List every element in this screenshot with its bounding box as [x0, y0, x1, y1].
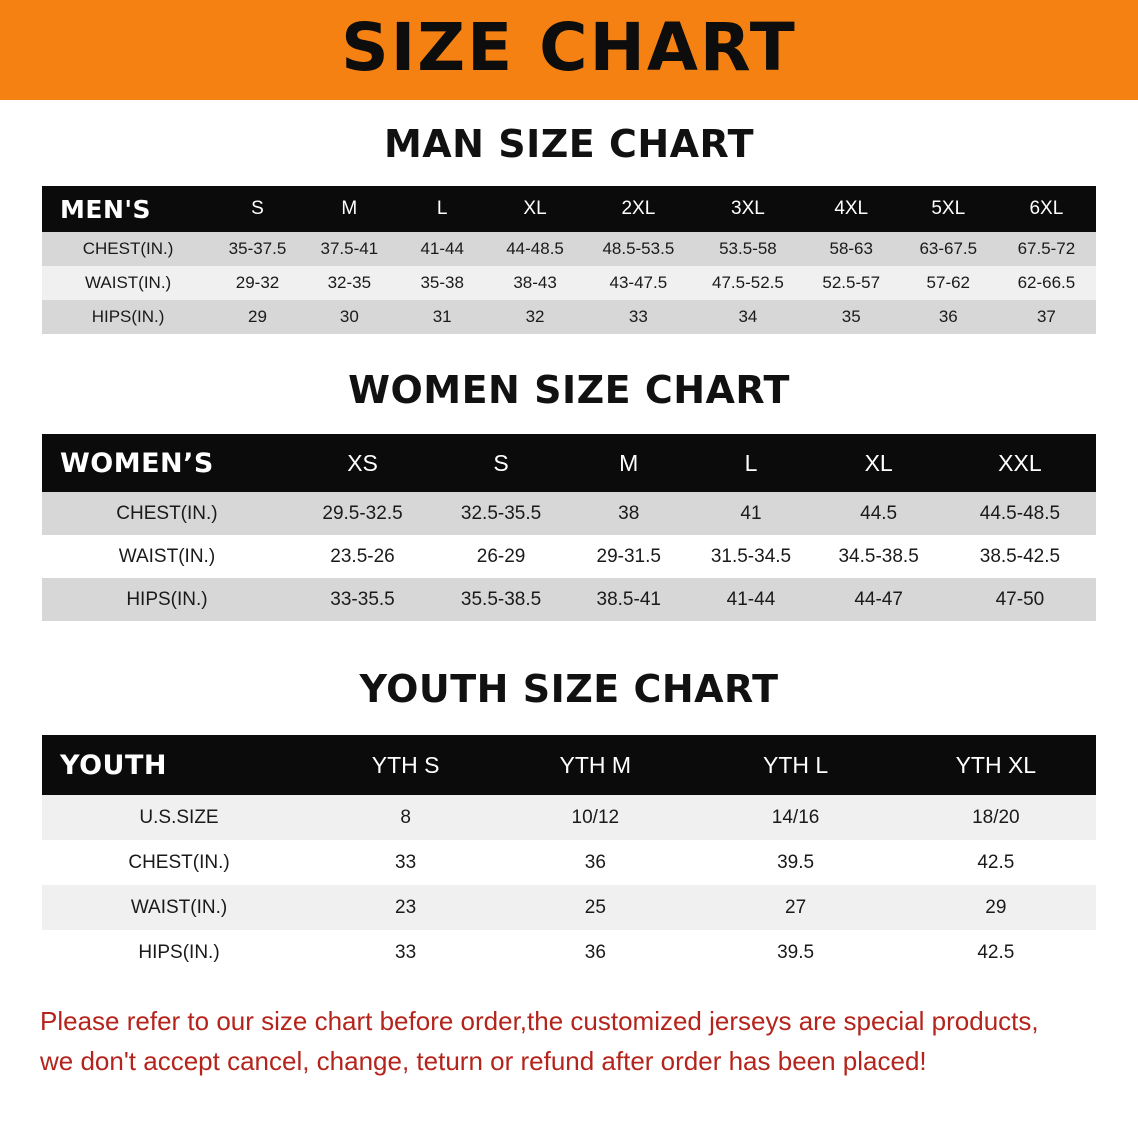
women-row-1-val-2: 29-31.5	[569, 535, 689, 578]
man-row-2-val-3: 32	[487, 300, 584, 334]
man-row-1-val-3: 38-43	[487, 266, 584, 300]
table-row	[42, 492, 1096, 535]
man-section-title: MAN SIZE CHART	[383, 122, 755, 166]
man-row-0-val-8: 67.5-72	[997, 232, 1096, 266]
women-row-1-label: WAIST(IN.)	[42, 535, 292, 578]
table-row	[42, 300, 1096, 334]
women-row-2-val-4: 44-47	[813, 578, 943, 621]
man-row-0-val-3: 44-48.5	[487, 232, 584, 266]
man-row-0-val-0: 35-37.5	[214, 232, 301, 266]
women-row-0-label: CHEST(IN.)	[42, 492, 292, 535]
youth-row-0-val-0: 8	[316, 795, 495, 840]
youth-row-3-val-1: 36	[495, 930, 695, 975]
women-row-2-val-5: 47-50	[944, 578, 1096, 621]
man-row-0-val-4: 48.5-53.5	[584, 232, 694, 266]
youth-table-header-row	[42, 735, 1096, 795]
man-header-cell-6: 3XL	[693, 186, 803, 232]
youth-row-1-label: CHEST(IN.)	[42, 840, 316, 885]
youth-header-cell-3: YTH L	[695, 735, 895, 795]
man-row-0-val-7: 63-67.5	[900, 232, 997, 266]
women-row-2-val-1: 35.5-38.5	[433, 578, 569, 621]
women-row-2-label: HIPS(IN.)	[42, 578, 292, 621]
women-row-0-val-4: 44.5	[813, 492, 943, 535]
man-header-cell-0: MEN'S	[42, 186, 214, 232]
youth-table-wrap	[0, 735, 1138, 975]
youth-header-cell-2: YTH M	[495, 735, 695, 795]
youth-header-cell-0: YOUTH	[42, 735, 316, 795]
man-header-cell-7: 4XL	[803, 186, 900, 232]
women-table-header-row	[42, 434, 1096, 492]
man-row-0-val-5: 53.5-58	[693, 232, 803, 266]
youth-row-2-val-0: 23	[316, 885, 495, 930]
table-row	[42, 795, 1096, 840]
youth-header-cell-4: YTH XL	[896, 735, 1096, 795]
women-row-0-val-3: 41	[689, 492, 814, 535]
man-row-1-val-2: 35-38	[398, 266, 487, 300]
man-header-cell-3: L	[398, 186, 487, 232]
youth-row-0-val-1: 10/12	[495, 795, 695, 840]
man-row-0-val-1: 37.5-41	[301, 232, 398, 266]
man-row-2-val-6: 35	[803, 300, 900, 334]
youth-row-3-val-3: 42.5	[896, 930, 1096, 975]
man-row-1-val-6: 52.5-57	[803, 266, 900, 300]
youth-size-table	[42, 735, 1096, 975]
youth-header-cell-1: YTH S	[316, 735, 495, 795]
youth-row-3-val-2: 39.5	[695, 930, 895, 975]
women-row-1-val-4: 34.5-38.5	[813, 535, 943, 578]
man-row-2-val-1: 30	[301, 300, 398, 334]
women-row-0-val-0: 29.5-32.5	[292, 492, 433, 535]
women-header-cell-3: M	[569, 434, 689, 492]
youth-row-0-label: U.S.SIZE	[42, 795, 316, 840]
man-row-1-val-7: 57-62	[900, 266, 997, 300]
man-row-2-val-2: 31	[398, 300, 487, 334]
man-row-1-val-0: 29-32	[214, 266, 301, 300]
disclaimer-note	[40, 1001, 1098, 1082]
youth-row-2-val-3: 29	[896, 885, 1096, 930]
youth-row-2-label: WAIST(IN.)	[42, 885, 316, 930]
man-row-2-val-8: 37	[997, 300, 1096, 334]
man-row-0-label: CHEST(IN.)	[42, 232, 214, 266]
man-row-1-val-5: 47.5-52.5	[693, 266, 803, 300]
youth-row-2-val-1: 25	[495, 885, 695, 930]
man-header-cell-4: XL	[487, 186, 584, 232]
youth-row-1-val-3: 42.5	[896, 840, 1096, 885]
women-row-2-val-3: 41-44	[689, 578, 814, 621]
women-size-table	[42, 434, 1096, 621]
women-row-0-val-1: 32.5-35.5	[433, 492, 569, 535]
man-row-2-val-4: 33	[584, 300, 694, 334]
man-row-1-val-1: 32-35	[301, 266, 398, 300]
women-header-cell-5: XL	[813, 434, 943, 492]
women-row-2-val-0: 33-35.5	[292, 578, 433, 621]
youth-row-1-val-0: 33	[316, 840, 495, 885]
women-header-cell-6: XXL	[944, 434, 1096, 492]
man-row-2-val-0: 29	[214, 300, 301, 334]
table-row	[42, 535, 1096, 578]
youth-row-1-val-1: 36	[495, 840, 695, 885]
youth-row-3-val-0: 33	[316, 930, 495, 975]
youth-row-0-val-2: 14/16	[695, 795, 895, 840]
women-header-cell-0: WOMEN’S	[42, 434, 292, 492]
disclaimer-line-1: Please refer to our size chart before order,the customized jerseys are special products,	[40, 1006, 1039, 1036]
page-banner	[0, 0, 1138, 100]
youth-row-3-label: HIPS(IN.)	[42, 930, 316, 975]
table-row	[42, 232, 1096, 266]
women-row-1-val-5: 38.5-42.5	[944, 535, 1096, 578]
women-row-2-val-2: 38.5-41	[569, 578, 689, 621]
man-row-1-val-8: 62-66.5	[997, 266, 1096, 300]
man-header-cell-5: 2XL	[584, 186, 694, 232]
table-row	[42, 266, 1096, 300]
man-row-0-val-2: 41-44	[398, 232, 487, 266]
man-row-1-label: WAIST(IN.)	[42, 266, 214, 300]
disclaimer-line-2: we don't accept cancel, change, teturn or refund after order has been placed!	[40, 1046, 927, 1077]
women-row-1-val-0: 23.5-26	[292, 535, 433, 578]
table-row	[42, 885, 1096, 930]
man-size-table	[42, 186, 1096, 334]
man-row-2-val-5: 34	[693, 300, 803, 334]
youth-row-2-val-2: 27	[695, 885, 895, 930]
women-header-cell-1: XS	[292, 434, 433, 492]
man-header-cell-2: M	[301, 186, 398, 232]
women-row-0-val-2: 38	[569, 492, 689, 535]
man-row-1-val-4: 43-47.5	[584, 266, 694, 300]
women-table-wrap	[0, 434, 1138, 621]
women-row-1-val-3: 31.5-34.5	[689, 535, 814, 578]
youth-row-0-val-3: 18/20	[896, 795, 1096, 840]
page-title: SIZE CHART	[341, 9, 797, 86]
women-row-1-val-1: 26-29	[433, 535, 569, 578]
man-row-0-val-6: 58-63	[803, 232, 900, 266]
youth-row-1-val-2: 39.5	[695, 840, 895, 885]
man-row-2-label: HIPS(IN.)	[42, 300, 214, 334]
man-table-header-row	[42, 186, 1096, 232]
table-row	[42, 578, 1096, 621]
women-row-0-val-5: 44.5-48.5	[944, 492, 1096, 535]
man-table-wrap	[0, 186, 1138, 334]
man-header-cell-1: S	[214, 186, 301, 232]
man-row-2-val-7: 36	[900, 300, 997, 334]
man-header-cell-8: 5XL	[900, 186, 997, 232]
man-header-cell-9: 6XL	[997, 186, 1096, 232]
table-row	[42, 840, 1096, 885]
women-header-cell-4: L	[689, 434, 814, 492]
table-row	[42, 930, 1096, 975]
women-header-cell-2: S	[433, 434, 569, 492]
women-section-title: WOMEN SIZE CHART	[348, 368, 790, 412]
youth-section-title: YOUTH SIZE CHART	[359, 667, 779, 711]
